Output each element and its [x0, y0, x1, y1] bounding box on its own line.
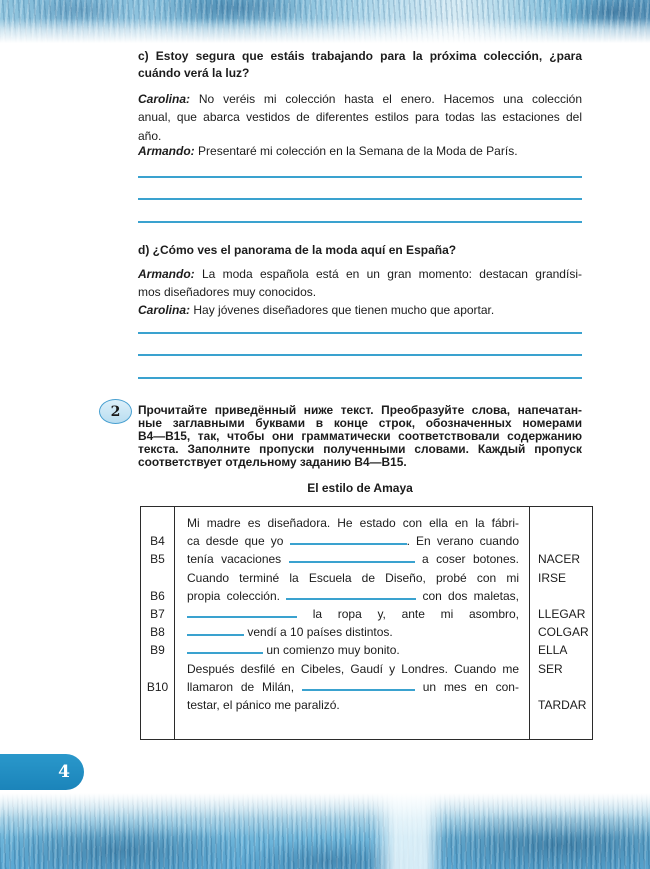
instruction-line: Прочитайте приведённый ниже текст. Преобразуйте слова, напечатан- [138, 403, 582, 417]
instruction-text [138, 404, 582, 469]
instruction-line: текста. Заполните пропуски полученными словами. Каждый пропуск [138, 442, 582, 456]
dialogue-line [138, 90, 582, 108]
dialogue-line [138, 142, 582, 160]
blank-line [286, 596, 416, 600]
armando-paragraph-2 [138, 265, 582, 302]
table-label-column [141, 507, 175, 739]
blank-line [290, 541, 407, 545]
word-cell: LLEGAR [538, 606, 586, 621]
dialogue-text: No veréis mi colección hasta el enero. Hacemos una colección [198, 92, 582, 106]
row-label: B8 [150, 625, 165, 640]
bottom-watercolor-border [0, 793, 650, 869]
instruction-line: В4—В15, так, чтобы они грамматически соответствовали содержанию [138, 429, 582, 443]
word-cell: TARDAR [538, 697, 587, 712]
dialogue-text: Hay jóvenes diseñadores que tienen mucho que aportar. [193, 303, 495, 317]
answer-line [138, 198, 582, 200]
table-text-line: ca desde que yo . En verano cuando [187, 534, 519, 549]
carolina-paragraph-1 [138, 90, 582, 145]
table-text-line: la ropa y, ante mi asombro, [187, 605, 519, 623]
answer-line [138, 354, 582, 356]
speaker-label: Armando: [138, 267, 195, 281]
table-text-line: tenía vacaciones a coser botones. [187, 552, 519, 567]
dialogue-line [138, 301, 582, 319]
dialogue-text: La moda española está en un gran momento: destacan grandísi- [201, 267, 582, 281]
row-label: B4 [150, 534, 165, 549]
instruction-line: ные заглавными буквами в конце строк, обозначенных номерами [138, 416, 582, 430]
speaker-label: Armando: [138, 144, 195, 158]
dialogue-line: año. [138, 128, 162, 143]
row-label [141, 569, 174, 587]
blank-line [302, 687, 415, 691]
dialogue-line: anual, que abarca vestidos de diferentes estilos para todas las estaciones del [138, 110, 582, 125]
heading-line: d) ¿Cómo ves el panorama de la moda aquí en España? [138, 243, 457, 257]
dialogue-line [138, 265, 582, 283]
table-text-line: Mi madre es diseñadora. He estado con ella en la fábri- [187, 516, 519, 530]
table-word-column [529, 507, 592, 739]
word-cell: ELLA [538, 643, 568, 658]
speaker-label: Carolina: [138, 303, 191, 317]
page-number-tab [0, 754, 84, 790]
blank-line [187, 632, 244, 636]
table-text-line: vendí a 10 países distintos. [187, 623, 519, 641]
dialogue-line: mos diseñadores muy conocidos. [138, 285, 317, 300]
task-number-badge [99, 399, 132, 424]
row-label: B5 [150, 552, 165, 567]
row-label [141, 514, 174, 532]
word-cell [538, 587, 592, 605]
row-label [141, 696, 174, 714]
table-text-line: un comienzo muy bonito. [187, 641, 519, 659]
blank-line [187, 650, 263, 654]
instruction-line: соответствует отдельному заданию В4—В15. [138, 455, 407, 469]
row-label: B7 [150, 606, 165, 621]
answer-line [138, 221, 582, 223]
text-title: El estilo de Amaya [307, 481, 413, 495]
heading-line: c) Estoy segura que estáis trabajando para la próxima colección, ¿para [138, 49, 582, 63]
heading-line: cuándo verá la luz? [138, 66, 250, 80]
answer-line [138, 176, 582, 178]
answer-line [138, 332, 582, 334]
answer-line [138, 377, 582, 379]
word-cell: IRSE [538, 570, 567, 585]
page-number: 4 [58, 762, 70, 782]
row-label [141, 660, 174, 678]
row-label: B9 [150, 643, 165, 658]
row-label: B6 [150, 588, 165, 603]
question-c-heading [138, 48, 582, 82]
table-text-column [175, 507, 529, 739]
row-label: B10 [146, 679, 169, 694]
table-text-line: testar, el pánico me paralizó. [187, 697, 340, 712]
blank-line [187, 614, 297, 618]
word-cell [538, 514, 592, 532]
armando-paragraph-1 [138, 142, 582, 160]
blank-line [289, 559, 415, 563]
grammar-table [140, 506, 593, 740]
question-d-heading [138, 242, 582, 259]
speaker-label: Carolina: [138, 92, 191, 106]
word-cell [538, 678, 592, 696]
word-cell: SER [538, 661, 563, 676]
table-text-line: llamaron de Milán, un mes en con- [187, 679, 519, 694]
word-cell: COLGAR [538, 625, 589, 640]
dialogue-text: Presentaré mi colección en la Semana de la Moda de París. [198, 144, 518, 158]
table-text-line: propia colección. con dos maletas, [187, 588, 519, 603]
table-text-line: Después desfilé en Cibeles, Gaudí y Londres. Cuando me [187, 661, 519, 676]
top-watercolor-border [0, 0, 650, 48]
word-cell [538, 532, 592, 550]
table-text-line: Cuando terminé la Escuela de Diseño, probé con mi [187, 570, 519, 585]
task-number: 2 [110, 403, 121, 420]
carolina-paragraph-2 [138, 301, 582, 319]
word-cell: NACER [538, 552, 581, 567]
